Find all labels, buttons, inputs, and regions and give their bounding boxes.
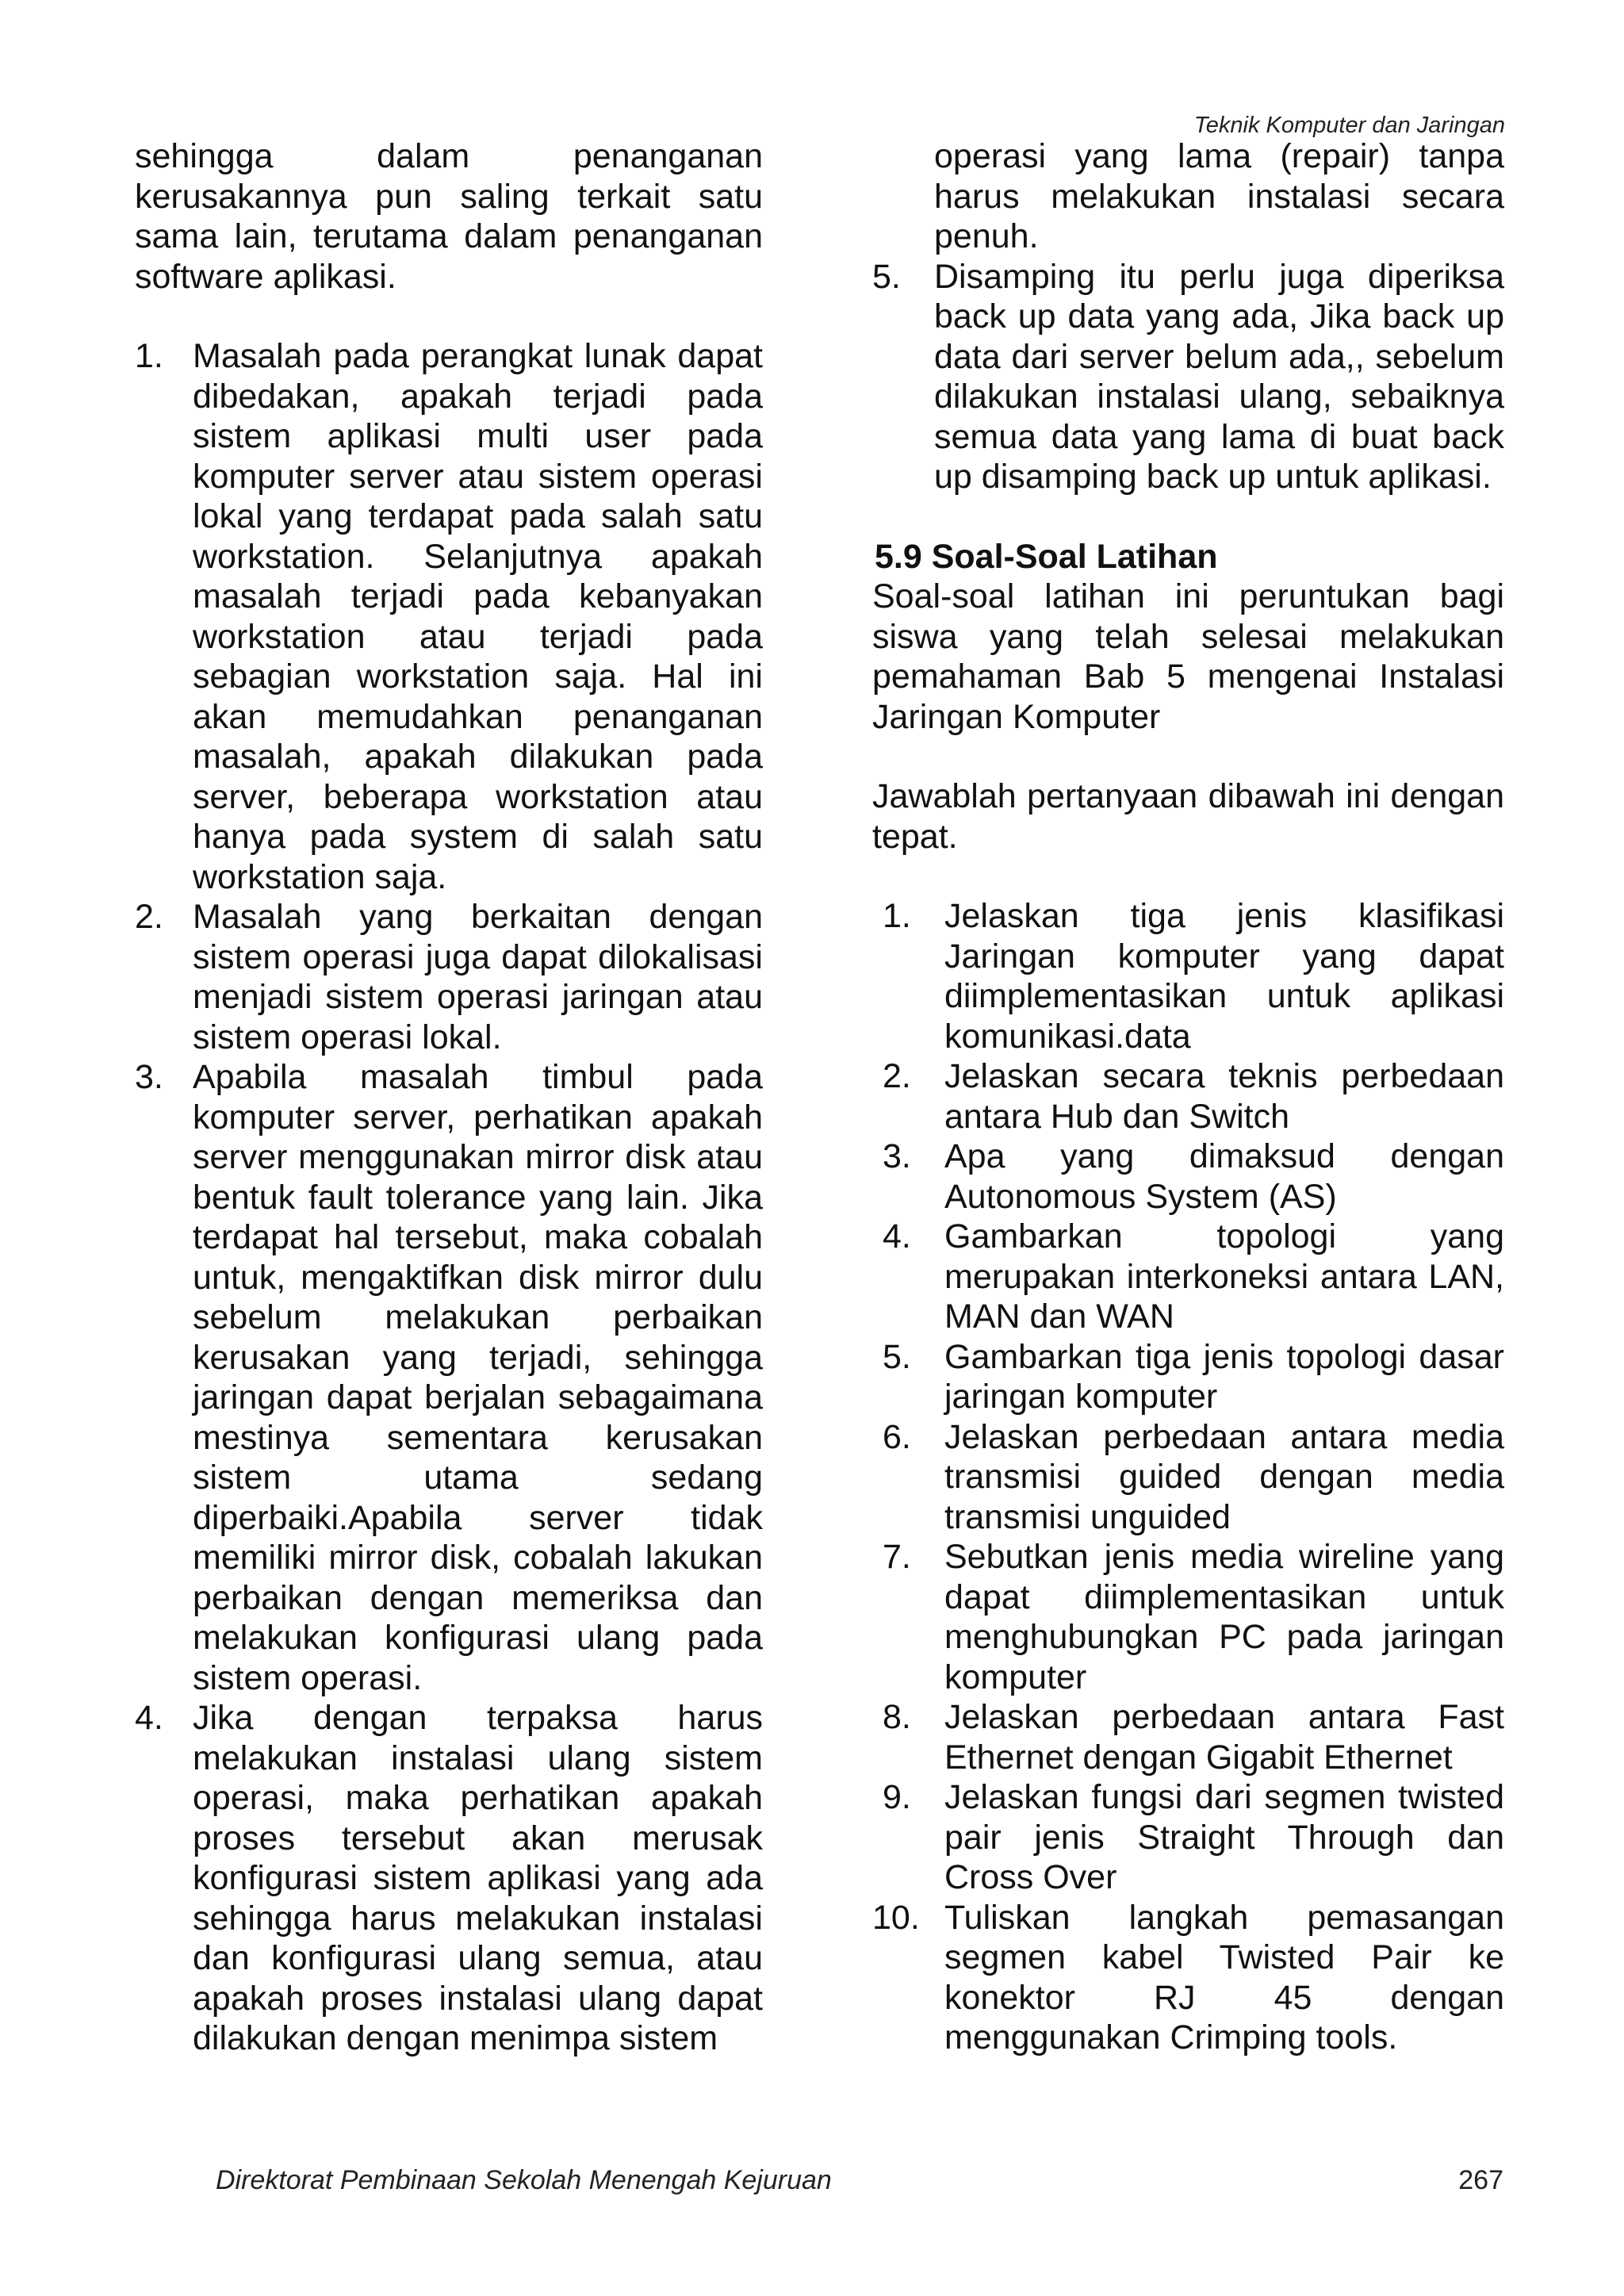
question-number: 3.	[883, 1137, 911, 1175]
question-text: Jelaskan fungsi dari segmen twisted pair jenis Straight Through dan Cross Over	[944, 1778, 1504, 1896]
list-number: 5.	[872, 257, 901, 296]
page-number: 267	[1458, 2165, 1503, 2195]
question-text: Gambarkan topologi yang merupakan interkoneksi antara LAN, MAN dan WAN	[944, 1217, 1504, 1336]
question-item	[872, 1697, 1504, 1777]
instruction-text: Jawablah pertanyaan dibawah ini dengan tepat.	[872, 777, 1504, 856]
list-number: 1.	[135, 337, 163, 375]
question-number: 2.	[883, 1057, 911, 1095]
question-text: Jelaskan perbedaan antara media transmisi guided dengan media transmisi unguided	[944, 1417, 1504, 1536]
question-item	[872, 1337, 1504, 1417]
exercise-questions	[872, 896, 1504, 2058]
question-number: 1.	[883, 897, 911, 935]
section-heading: 5.9 Soal-Soal Latihan	[875, 537, 1218, 576]
list-item	[135, 336, 763, 897]
list-text: Apabila masalah timbul pada komputer server, perhatikan apakah server menggunakan mirror disk atau bentuk fault tolerance yang lain. Jika terdapat hal tersebut, maka cobalah untuk, mengaktifkan disk mirror dulu sebelum melakukan perbaikan kerusakan yang terjadi, sehingga jaringan dapat berjalan sebagaimana mestinya sementara kerusakan sistem utama sedang diperbaiki.Apabila server tidak memiliki mirror disk, cobalah lakukan perbaikan dengan memeriksa dan melakukan konfigurasi ulang pada sistem operasi.	[193, 1058, 763, 1697]
right-column	[872, 136, 1504, 2058]
question-text: Jelaskan secara teknis perbedaan antara Hub dan Switch	[944, 1057, 1504, 1136]
question-text: Sebutkan jenis media wireline yang dapat diimplementasikan untuk menghubungkan PC pada jaringan komputer	[944, 1538, 1504, 1696]
list-item	[135, 1057, 763, 1698]
list-number: 2.	[135, 898, 163, 936]
question-number: 9.	[883, 1778, 911, 1816]
question-number: 10.	[872, 1898, 920, 1937]
question-item	[872, 896, 1504, 1056]
question-text: Jelaskan tiga jenis klasifikasi Jaringan komputer yang dapat diimplementasikan untuk aplikasi komunikasi.data	[944, 897, 1504, 1056]
question-item	[872, 1217, 1504, 1337]
question-item	[872, 1777, 1504, 1898]
question-text: Jelaskan perbedaan antara Fast Ethernet dengan Gigabit Ethernet	[944, 1698, 1504, 1777]
question-number: 5.	[883, 1337, 911, 1376]
list-item	[135, 1698, 763, 2059]
question-item	[872, 1537, 1504, 1697]
troubleshooting-list	[135, 336, 763, 2059]
intro-paragraph: sehingga dalam penanganan kerusakannya pun saling terkait satu sama lain, terutama dalam penanganan software aplikasi.	[135, 137, 763, 296]
question-number: 8.	[883, 1698, 911, 1736]
question-item	[872, 1056, 1504, 1137]
list-number: 3.	[135, 1058, 163, 1096]
question-text: Tuliskan langkah pemasangan segmen kabel Twisted Pair ke konektor RJ 45 dengan menggunakan Crimping tools.	[944, 1898, 1504, 2056]
left-column	[135, 136, 763, 2059]
question-text: Gambarkan tiga jenis topologi dasar jaringan komputer	[944, 1337, 1504, 1416]
question-number: 7.	[883, 1538, 911, 1576]
question-text: Apa yang dimaksud dengan Autonomous System (AS)	[944, 1137, 1504, 1216]
question-item	[872, 1417, 1504, 1538]
footer-publisher: Direktorat Pembinaan Sekolah Menengah Kejuruan	[216, 2165, 832, 2195]
question-item	[872, 1137, 1504, 1217]
item4-continuation: operasi yang lama (repair) tanpa harus melakukan instalasi secara penuh.	[934, 137, 1504, 255]
list-text: Disamping itu perlu juga diperiksa back up data yang ada, Jika back up data dari server belum ada,, sebelum dilakukan instalasi ulang, sebaiknya semua data yang lama di buat back up disamping back up untuk aplikasi.	[934, 257, 1504, 496]
list-text: Masalah pada perangkat lunak dapat dibedakan, apakah terjadi pada sistem aplikasi multi user pada komputer server atau sistem operasi lokal yang terdapat pada salah satu workstation. Selanjutnya apakah masalah terjadi pada kebanyakan workstation atau terjadi pada sebagian workstation saja. Hal ini akan memudahkan penanganan masalah, apakah dilakukan pada server, beberapa workstation atau hanya pada system di salah satu workstation saja.	[193, 337, 763, 896]
list-item	[135, 897, 763, 1057]
list-text: Masalah yang berkaitan dengan sistem operasi juga dapat dilokalisasi menjadi sistem operasi jaringan atau sistem operasi lokal.	[193, 898, 763, 1056]
question-item	[872, 1898, 1504, 2058]
section-intro: Soal-soal latihan ini peruntukan bagi siswa yang telah selesai melakukan pemahaman Bab 5 mengenai Instalasi Jaringan Komputer	[872, 577, 1504, 736]
list-text: Jika dengan terpaksa harus melakukan instalasi ulang sistem operasi, maka perhatikan apakah proses tersebut akan merusak konfigurasi sistem aplikasi yang ada sehingga harus melakukan instalasi dan konfigurasi ulang semua, atau apakah proses instalasi ulang dapat dilakukan dengan menimpa sistem	[193, 1699, 763, 2057]
list-number: 4.	[135, 1699, 163, 1737]
question-number: 4.	[883, 1217, 911, 1255]
running-header: Teknik Komputer dan Jaringan	[1193, 113, 1505, 138]
question-number: 6.	[883, 1417, 911, 1456]
list-item	[872, 257, 1504, 497]
troubleshooting-list-continued	[872, 257, 1504, 497]
